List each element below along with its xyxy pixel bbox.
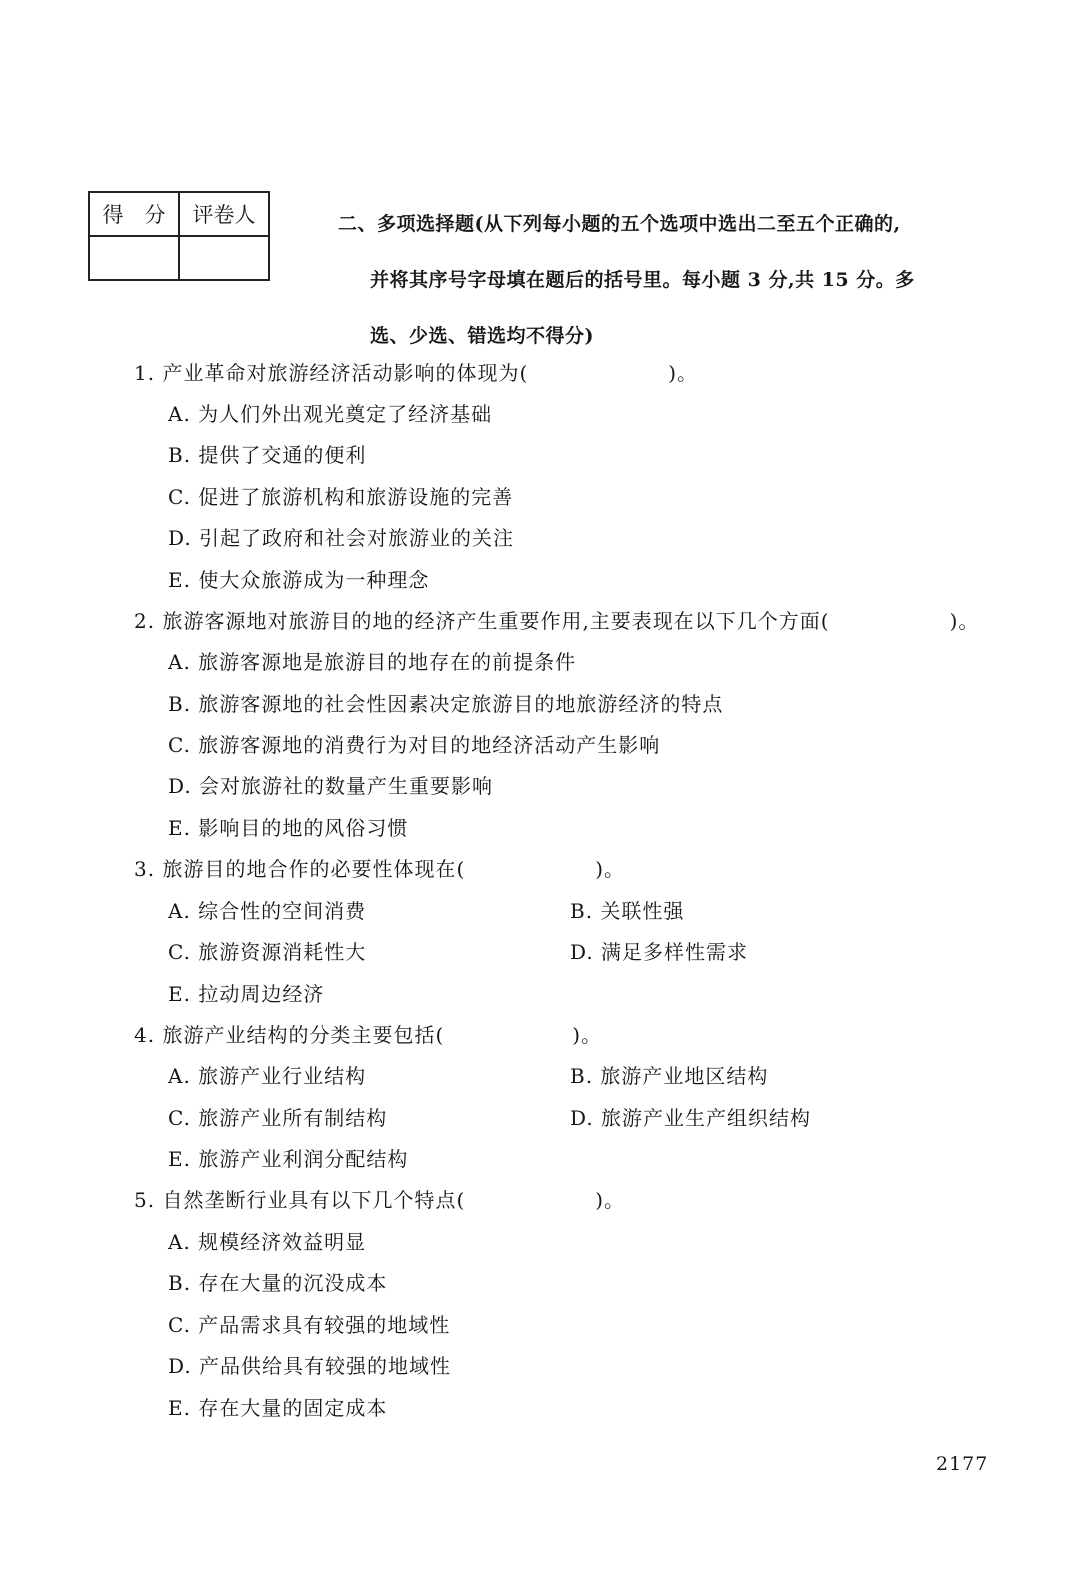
section-heading-line-3: 选、少选、错选均不得分) (370, 325, 594, 347)
question-1-stem (134, 357, 698, 386)
question-2-option-c: C. 旅游客源地的消费行为对目的地经济活动产生影响 (168, 733, 661, 757)
question-2-option-b: B. 旅游客源地的社会性因素决定旅游目的地旅游经济的特点 (168, 692, 724, 716)
question-3-option-d: D. 满足多样性需求 (570, 940, 749, 964)
question-4-option-c: C. 旅游产业所有制结构 (168, 1106, 388, 1130)
question-4-close: )。 (572, 1023, 603, 1047)
question-4-text: 4. 旅游产业结构的分类主要包括( (134, 1023, 445, 1047)
question-5-text: 5. 自然垄断行业具有以下几个特点( (134, 1188, 466, 1212)
question-3-text: 3. 旅游目的地合作的必要性体现在( (134, 857, 466, 881)
question-2-option-d: D. 会对旅游社的数量产生重要影响 (168, 774, 494, 798)
question-3-option-e: E. 拉动周边经济 (168, 982, 325, 1006)
question-1-text: 1. 产业革命对旅游经济活动影响的体现为( (134, 361, 529, 385)
score-table (88, 191, 270, 281)
score-value-cell (89, 236, 179, 280)
section-heading (338, 196, 1008, 364)
question-3-close: )。 (595, 857, 626, 881)
page-number: 2177 (936, 1453, 989, 1475)
question-1-option-d: D. 引起了政府和社会对旅游业的关注 (168, 526, 515, 550)
question-2-option-a: A. 旅游客源地是旅游目的地存在的前提条件 (168, 650, 577, 674)
question-5-close: )。 (595, 1188, 626, 1212)
score-label: 得 分 (89, 192, 179, 236)
question-3-option-c: C. 旅游资源消耗性大 (168, 940, 367, 964)
question-5-option-b: B. 存在大量的沉没成本 (168, 1271, 388, 1295)
question-1-close: )。 (668, 361, 699, 385)
question-2-close: )。 (949, 609, 980, 633)
section-heading-line-2: 并将其序号字母填在题后的括号里。每小题 3 分,共 15 分。多 (370, 269, 915, 291)
question-4-option-e: E. 旅游产业利润分配结构 (168, 1147, 409, 1171)
question-1-option-b: B. 提供了交通的便利 (168, 443, 367, 467)
question-1-option-e: E. 使大众旅游成为一种理念 (168, 568, 430, 592)
question-1-option-c: C. 促进了旅游机构和旅游设施的完善 (168, 485, 514, 509)
question-4-option-d: D. 旅游产业生产组织结构 (570, 1106, 812, 1130)
question-4-option-b: B. 旅游产业地区结构 (570, 1064, 769, 1088)
question-3-option-a: A. 综合性的空间消费 (168, 899, 367, 923)
question-4-stem (134, 1019, 602, 1048)
question-1-option-a: A. 为人们外出观光奠定了经济基础 (168, 402, 493, 426)
question-5-option-e: E. 存在大量的固定成本 (168, 1396, 388, 1420)
question-5-option-c: C. 产品需求具有较强的地域性 (168, 1313, 451, 1337)
question-2-stem (134, 605, 979, 634)
section-heading-line-1: 二、多项选择题(从下列每小题的五个选项中选出二至五个正确的, (338, 213, 901, 235)
question-3-stem (134, 853, 625, 882)
question-2-text: 2. 旅游客源地对旅游目的地的经济产生重要作用,主要表现在以下几个方面( (134, 609, 830, 633)
question-4-option-a: A. 旅游产业行业结构 (168, 1064, 367, 1088)
question-5-option-d: D. 产品供给具有较强的地域性 (168, 1354, 452, 1378)
question-3-option-b: B. 关联性强 (570, 899, 685, 923)
grader-label: 评卷人 (179, 192, 269, 236)
grader-value-cell (179, 236, 269, 280)
question-2-option-e: E. 影响目的地的风俗习惯 (168, 816, 409, 840)
question-5-stem (134, 1184, 625, 1213)
question-5-option-a: A. 规模经济效益明显 (168, 1230, 367, 1254)
